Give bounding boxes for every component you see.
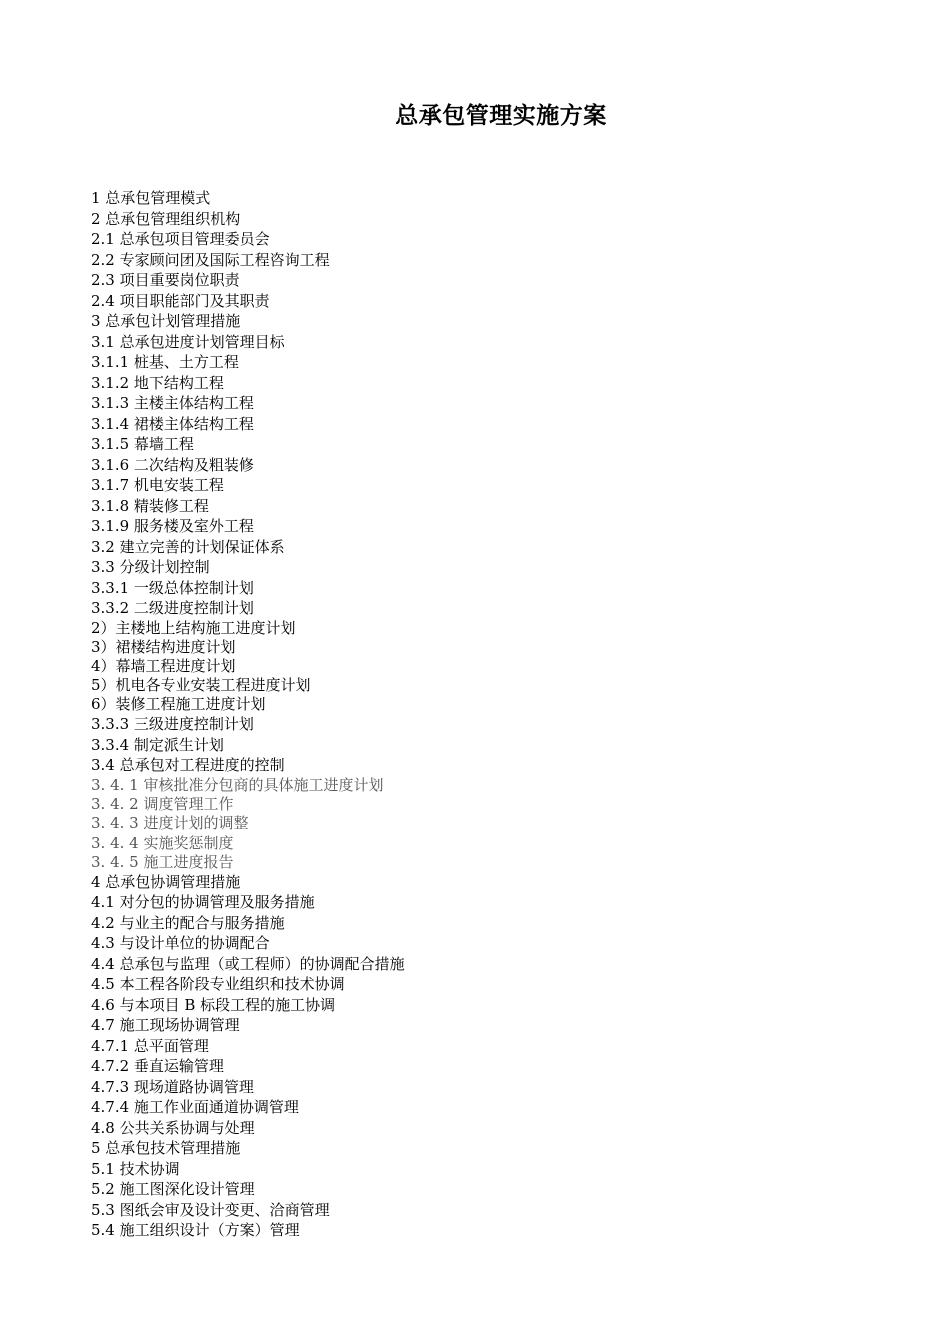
- toc-item: 3.3.2 二级进度控制计划: [91, 599, 254, 617]
- toc-item: 4.5 本工程各阶段专业组织和技术协调: [91, 975, 345, 994]
- toc-item: 3. 4. 4 实施奖惩制度: [91, 833, 234, 852]
- toc-item: 2）主楼地上结构施工进度计划: [91, 618, 296, 637]
- toc-item: 4.7.2 垂直运输管理: [91, 1057, 224, 1076]
- toc-item: 4.3 与设计单位的协调配合: [91, 934, 270, 953]
- document-title: 总承包管理实施方案: [395, 103, 607, 129]
- toc-item: 1 总承包管理模式: [91, 189, 211, 207]
- toc-item: 3.1.6 二次结构及粗装修: [91, 455, 254, 474]
- toc-item: 3. 4. 3 进度计划的调整: [91, 814, 249, 833]
- toc-item: 4.7 施工现场协调管理: [91, 1016, 240, 1035]
- toc-item: 3.3.1 一级总体控制计划: [91, 578, 254, 597]
- toc-item: 4.6 与本项目 B 标段工程的施工协调: [91, 995, 336, 1014]
- toc-item: 6）装修工程施工进度计划: [91, 695, 266, 714]
- toc-item: 4 总承包协调管理措施: [91, 872, 241, 891]
- toc-item: 4.7.3 现场道路协调管理: [91, 1077, 254, 1096]
- toc-item: 2 总承包管理组织机构: [91, 209, 241, 228]
- toc-item: 3.3 分级计划控制: [91, 558, 210, 576]
- toc-item: 3. 4. 5 施工进度报告: [91, 852, 234, 871]
- toc-item: 3.1.9 服务楼及室外工程: [91, 517, 254, 535]
- toc-item: 5.3 图纸会审及设计变更、洽商管理: [91, 1200, 330, 1219]
- toc-item: 2.4 项目职能部门及其职责: [91, 291, 270, 310]
- toc-item: 4.2 与业主的配合与服务措施: [91, 913, 285, 932]
- toc-item: 2.1 总承包项目管理委员会: [91, 230, 270, 248]
- toc-item: 4.1 对分包的协调管理及服务措施: [91, 893, 315, 912]
- toc-item: 3.3.4 制定派生计划: [91, 735, 224, 754]
- toc-item: 3.1.2 地下结构工程: [91, 373, 224, 392]
- toc-item: 3.1.7 机电安装工程: [91, 476, 224, 494]
- toc-item: 3.4 总承包对工程进度的控制: [91, 756, 285, 775]
- toc-item: 3）裙楼结构进度计划: [91, 637, 236, 656]
- toc-item: 5.2 施工图深化设计管理: [91, 1180, 255, 1199]
- toc-item: 4）幕墙工程进度计划: [91, 656, 236, 675]
- toc-item: 3.1.3 主楼主体结构工程: [91, 394, 254, 412]
- toc-item: 3.2 建立完善的计划保证体系: [91, 537, 285, 556]
- toc-item: 4.4 总承包与监理（或工程师）的协调配合措施: [91, 954, 405, 973]
- toc-item: 5）机电各专业安装工程进度计划: [91, 676, 311, 695]
- toc-item: 3.1.1 桩基、土方工程: [91, 353, 239, 371]
- toc-item: 4.8 公共关系协调与处理: [91, 1118, 255, 1137]
- toc-item: 3.1.4 裙楼主体结构工程: [91, 414, 254, 433]
- toc-item: 5.4 施工组织设计（方案）管理: [91, 1221, 300, 1240]
- toc-item: 3.1.8 精装修工程: [91, 496, 209, 515]
- toc-item: 3 总承包计划管理措施: [91, 312, 241, 330]
- toc-item: 4.7.4 施工作业面通道协调管理: [91, 1098, 299, 1117]
- toc-item: 3. 4. 1 审核批准分包商的具体施工进度计划: [91, 775, 384, 794]
- table-of-contents: [91, 188, 405, 1241]
- toc-item: 3.1.5 幕墙工程: [91, 435, 194, 453]
- toc-item: 5 总承包技术管理措施: [91, 1139, 241, 1158]
- toc-item: 2.3 项目重要岗位职责: [91, 271, 240, 289]
- toc-item: 4.7.1 总平面管理: [91, 1036, 209, 1055]
- toc-item: 3.1 总承包进度计划管理目标: [91, 332, 285, 351]
- toc-item: 3. 4. 2 调度管理工作: [91, 795, 234, 814]
- toc-item: 2.2 专家顾问团及国际工程咨询工程: [91, 250, 330, 269]
- toc-item: 5.1 技术协调: [91, 1159, 180, 1178]
- toc-item: 3.3.3 三级进度控制计划: [91, 715, 254, 734]
